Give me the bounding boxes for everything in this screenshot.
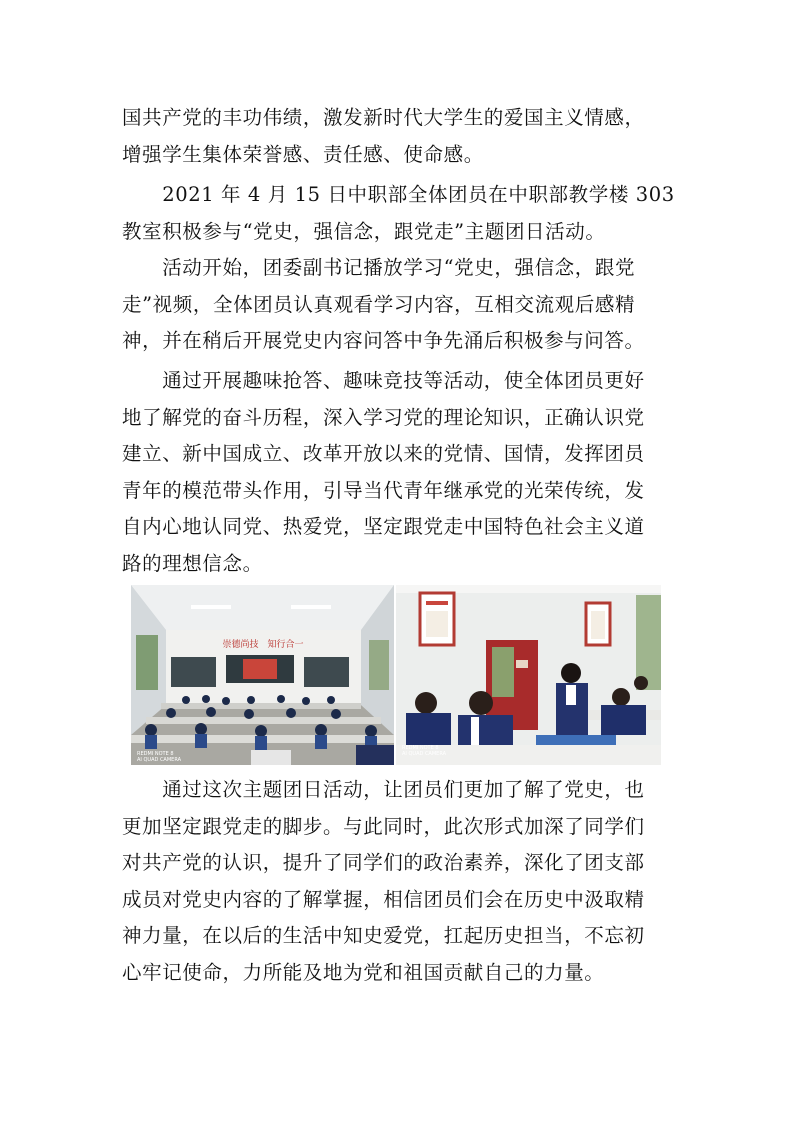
text-line: 活动开始，团委副书记播放学习“党史，强信念，跟党 xyxy=(122,256,636,279)
watermark-model: REDMI NOTE 8 xyxy=(402,745,439,751)
text-line: 路的理想信念。 xyxy=(122,551,263,575)
paragraph-5 xyxy=(122,772,674,992)
text-line: 成员对党史内容的了解掌握，相信团员们会在历史中汲取精 xyxy=(122,887,645,911)
text-line: 通过这次主题团日活动，让团员们更加了解了党史，也 xyxy=(122,778,645,801)
text-line: 走”视频，全体团员认真观看学习内容，互相交流观后感精 xyxy=(122,292,636,316)
text-line: 国共产党的丰功伟绩，激发新时代大学生的爱国主义情感， xyxy=(122,106,645,129)
banner-text: 崇德尚技 知行合一 xyxy=(222,640,304,650)
watermark-camera: AI QUAD CAMERA xyxy=(402,751,447,757)
text-line: 对共产党的认识，提升了同学们的政治素养，深化了团支部 xyxy=(122,851,645,875)
text-line: 2021 年 4 月 15 日中职部全体团员在中职部教学楼 303 xyxy=(122,183,675,206)
text-line: 增强学生集体荣誉感、责任感、使命感。 xyxy=(122,142,484,166)
text-line: 神力量，在以后的生活中知史爱党，扛起历史担当，不忘初 xyxy=(122,924,645,948)
watermark-camera: AI QUAD CAMERA xyxy=(137,757,182,763)
text-line: 教室积极参与“党史，强信念，跟党走”主题团日活动。 xyxy=(122,219,606,243)
text-line: 地了解党的奋斗历程，深入学习党的理论知识，正确认识党 xyxy=(122,405,645,429)
watermark-model: REDMI NOTE 8 xyxy=(137,751,174,757)
text-line: 更加坚定跟党走的脚步。与此同时，此次形式加深了同学们 xyxy=(122,814,645,838)
paragraph-3 xyxy=(122,250,674,360)
classroom-photo-left xyxy=(131,585,394,765)
text-line: 通过开展趣味抢答、趣味竞技等活动，使全体团员更好 xyxy=(122,369,645,392)
paragraph-2 xyxy=(122,177,674,250)
text-line: 心牢记使命，力所能及地为党和祖国贡献自己的力量。 xyxy=(122,960,605,984)
text-line: 神，并在稍后开展党史内容问答中争先涌后积极参与问答。 xyxy=(122,329,645,353)
paragraph-1 xyxy=(122,100,674,173)
text-line: 建立、新中国成立、改革开放以来的党情、国情，发挥团员 xyxy=(122,442,645,466)
text-line: 自内心地认同党、热爱党，坚定跟党走中国特色社会主义道 xyxy=(122,515,645,539)
text-line: 青年的模范带头作用，引导当代青年继承党的光荣传统，发 xyxy=(122,478,645,502)
classroom-photo-right xyxy=(396,585,661,765)
paragraph-4 xyxy=(122,363,674,583)
